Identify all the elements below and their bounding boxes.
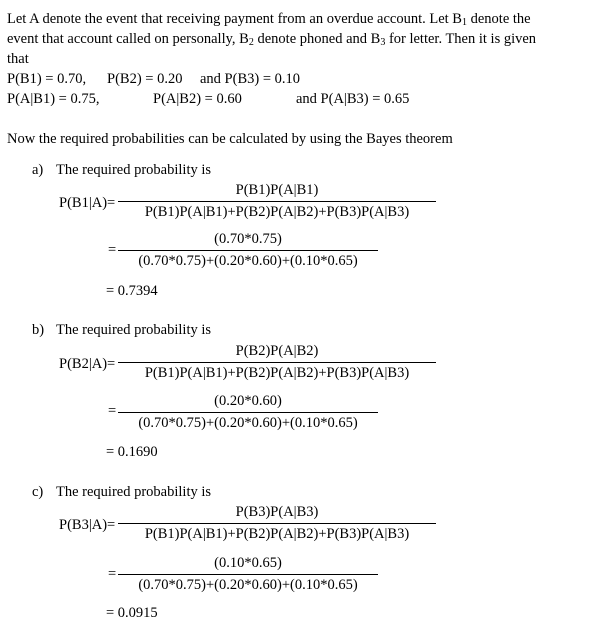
- subscript: 3: [380, 37, 386, 48]
- part-lhs: P(B3|A)=: [59, 517, 116, 533]
- part-result: = 0.7394: [106, 283, 158, 299]
- intro-line-2: [7, 30, 607, 48]
- subscript: 1: [461, 17, 467, 28]
- fraction-bar: [118, 412, 378, 413]
- given-pab2: P(A|B2) = 0.60: [153, 91, 242, 107]
- formula-numerator: P(B1)P(A|B1): [235, 182, 319, 198]
- intro-text: Let A denote the event that receiving payment from an overdue account. Let B: [7, 11, 462, 27]
- fraction-bar: [118, 250, 378, 251]
- bayes-intro: Now the required probabilities can be calculated by using the Bayes theorem: [7, 131, 453, 147]
- value-fraction: [118, 230, 378, 270]
- fraction-bar: [118, 201, 436, 202]
- formula-fraction: [118, 181, 436, 221]
- fraction-bar: [118, 574, 378, 575]
- formula-fraction: [118, 503, 436, 543]
- value-fraction: [118, 392, 378, 432]
- intro-line-3: that: [7, 51, 29, 67]
- intro-text: denote phoned and B: [253, 31, 381, 47]
- given-pb2: P(B2) = 0.20: [107, 71, 183, 87]
- value-denominator: (0.70*0.75)+(0.20*0.60)+(0.10*0.65): [138, 253, 358, 269]
- part-label: c): [32, 484, 44, 500]
- value-numerator: (0.20*0.60): [214, 393, 282, 409]
- value-denominator: (0.70*0.75)+(0.20*0.60)+(0.10*0.65): [138, 415, 358, 431]
- value-numerator: (0.70*0.75): [214, 231, 282, 247]
- part-heading: The required probability is: [56, 322, 212, 338]
- intro-line-1: [7, 10, 607, 28]
- part-lhs: P(B2|A)=: [59, 356, 116, 372]
- part-label: b): [32, 322, 45, 338]
- value-fraction: [118, 554, 378, 594]
- subscript: 2: [248, 37, 254, 48]
- intro-text: for letter. Then it is given: [385, 31, 537, 47]
- formula-denominator: P(B1)P(A|B1)+P(B2)P(A|B2)+P(B3)P(A|B3): [144, 365, 410, 381]
- fraction-bar: [118, 362, 436, 363]
- equals-sign: =: [108, 242, 117, 258]
- given-pab1: P(A|B1) = 0.75,: [7, 91, 100, 107]
- value-denominator: (0.70*0.75)+(0.20*0.60)+(0.10*0.65): [138, 577, 358, 593]
- given-pab3: and P(A|B3) = 0.65: [296, 91, 410, 107]
- part-heading: The required probability is: [56, 484, 212, 500]
- part-label: a): [32, 162, 44, 178]
- formula-numerator: P(B3)P(A|B3): [235, 504, 319, 520]
- intro-text: denote the: [466, 11, 531, 27]
- part-result: = 0.0915: [106, 605, 158, 621]
- given-pb3: and P(B3) = 0.10: [200, 71, 301, 87]
- intro-text: event that account called on personally, B: [7, 31, 249, 47]
- part-result: = 0.1690: [106, 444, 158, 460]
- formula-numerator: P(B2)P(A|B2): [235, 343, 319, 359]
- fraction-bar: [118, 523, 436, 524]
- equals-sign: =: [108, 566, 117, 582]
- value-numerator: (0.10*0.65): [214, 555, 282, 571]
- formula-denominator: P(B1)P(A|B1)+P(B2)P(A|B2)+P(B3)P(A|B3): [144, 526, 410, 542]
- part-heading: The required probability is: [56, 162, 212, 178]
- equals-sign: =: [108, 403, 117, 419]
- formula-denominator: P(B1)P(A|B1)+P(B2)P(A|B2)+P(B3)P(A|B3): [144, 204, 410, 220]
- formula-fraction: [118, 342, 436, 382]
- part-lhs: P(B1|A)=: [59, 195, 116, 211]
- given-pb1: P(B1) = 0.70,: [7, 71, 87, 87]
